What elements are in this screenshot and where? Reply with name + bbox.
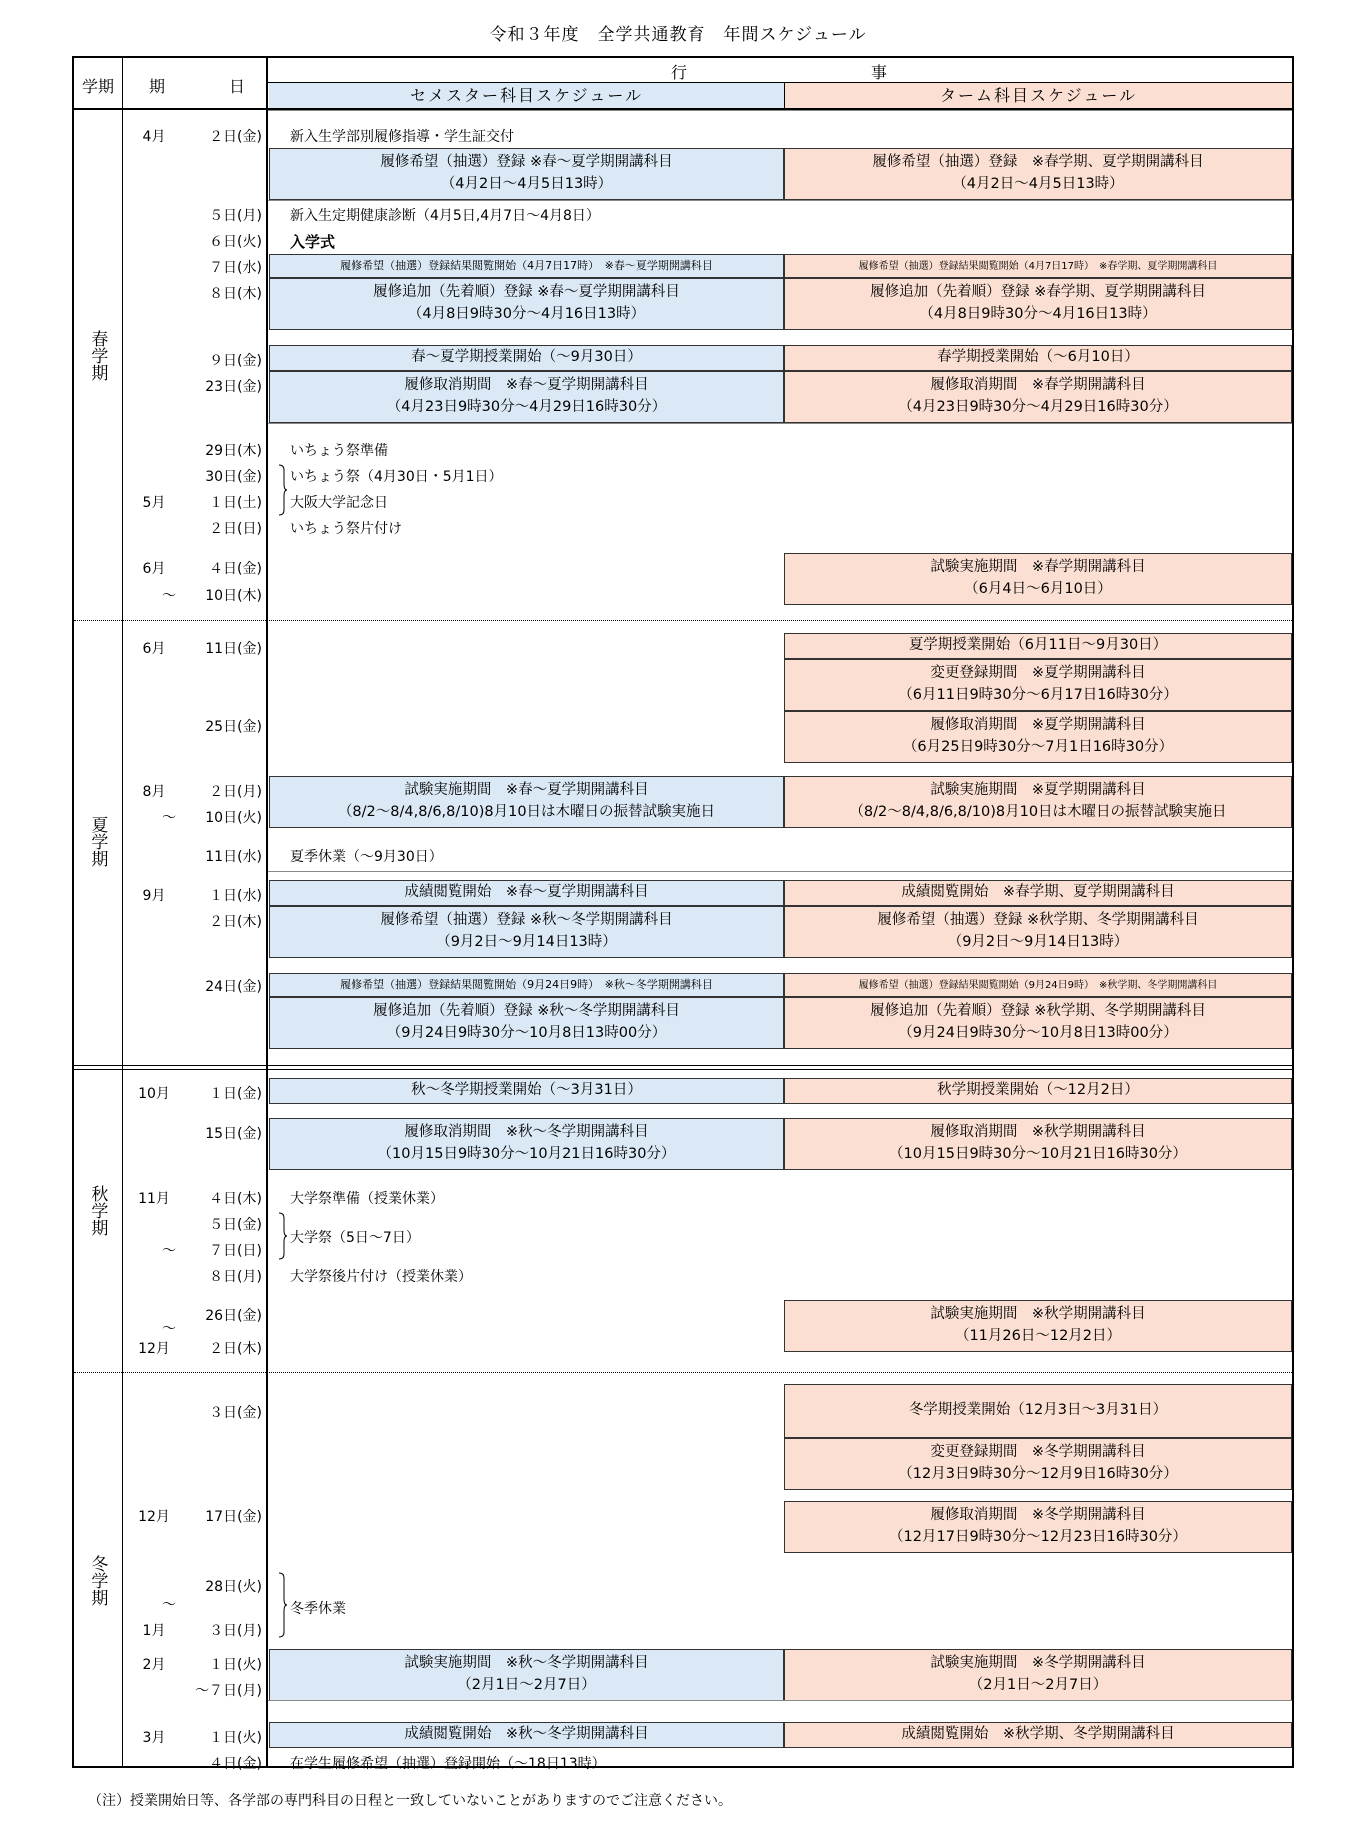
event-box-term: 履修取消期間 ※夏学期開講科目 （6月25日9時30分～7月1日16時30分） <box>784 711 1292 763</box>
day-label: 11日(金) <box>205 641 262 657</box>
term-column-divider <box>122 56 123 1768</box>
range-tilde: ～ <box>162 1597 176 1613</box>
day-label: 10日(火) <box>205 810 262 826</box>
day-label: 23日(金) <box>205 379 262 395</box>
day-label: ２日(木) <box>209 914 262 930</box>
brace-icon <box>276 1572 288 1638</box>
month-january: 1月 <box>142 1623 166 1639</box>
day-label: １日(水) <box>209 888 262 904</box>
day-label: 30日(金) <box>205 469 262 485</box>
event-box-term: 試験実施期間 ※秋学期開講科目 （11月26日～12月2日） <box>784 1300 1292 1352</box>
day-label: 28日(火) <box>205 1579 262 1595</box>
month-april: 4月 <box>142 129 166 145</box>
event-box-term: 冬学期授業開始（12月3日～3月31日） <box>784 1384 1292 1438</box>
semester-spring: 春学期 <box>87 330 108 381</box>
event-box-term: 成績閲覧開始 ※春学期、夏学期開講科目 <box>784 880 1292 906</box>
event-text: 大学祭後片付け（授業休業） <box>290 1269 472 1285</box>
day-label: ５日(月) <box>209 208 262 224</box>
event-box-term: 履修取消期間 ※秋学期開講科目 （10月15日9時30分～10月21日16時30分） <box>784 1118 1292 1170</box>
day-label: １日(土) <box>209 495 262 511</box>
event-box-term: 試験実施期間 ※冬学期開講科目 （2月1日～2月7日） <box>784 1649 1292 1701</box>
day-label: １日(火) <box>209 1730 262 1746</box>
day-label: １日(火) <box>209 1657 262 1673</box>
table-border-top <box>72 56 1294 58</box>
header-term-schedule: ターム科目スケジュール <box>785 83 1292 108</box>
day-label: 17日(金) <box>205 1509 262 1525</box>
summer-autumn-divider-2 <box>72 1069 1294 1070</box>
header-date-2: 日 <box>228 77 245 96</box>
day-label: ４日(木) <box>209 1191 262 1207</box>
brace-icon <box>276 464 288 516</box>
day-label: 24日(金) <box>205 979 262 995</box>
month-june-summer: 6月 <box>142 641 166 657</box>
date-column-divider <box>266 56 268 1768</box>
day-label: 29日(木) <box>205 443 262 459</box>
event-box-term: 履修希望（抽選）登録結果閲覧開始（9月24日9時） ※秋学期、冬学期開講科目 <box>784 973 1292 997</box>
event-text: 大学祭（5日～7日） <box>290 1230 420 1246</box>
month-february: 2月 <box>142 1657 166 1673</box>
event-text: 冬季休業 <box>290 1601 346 1617</box>
event-box-term: 履修追加（先着順）登録 ※秋学期、冬学期開講科目 （9月24日9時30分～10月8日13時00分） <box>784 997 1292 1049</box>
event-box-semester: 履修希望（抽選）登録結果閲覧開始（9月24日9時） ※秋～冬学期開講科目 <box>269 973 784 997</box>
event-box-semester: 履修希望（抽選）登録 ※春～夏学期開講科目 （4月2日～4月5日13時） <box>269 148 784 200</box>
day-label: ２日(日) <box>209 521 262 537</box>
event-box-semester: 成績閲覧開始 ※春～夏学期開講科目 <box>269 880 784 906</box>
event-text: 入学式 <box>290 233 336 251</box>
day-label: 11日(水) <box>205 849 262 865</box>
day-label: 26日(金) <box>205 1308 262 1324</box>
event-text: 大学祭準備（授業休業） <box>290 1191 444 1207</box>
range-tilde: ～ <box>162 1243 176 1259</box>
day-label: 15日(金) <box>205 1126 262 1142</box>
page-title: 令和３年度 全学共通教育 年間スケジュール <box>489 25 867 45</box>
autumn-winter-divider <box>74 1372 1292 1373</box>
event-text: いちょう祭片付け <box>290 521 402 537</box>
header-date-1: 期 <box>148 77 165 96</box>
event-text: 在学生履修希望（抽選）登録開始（～18日13時） <box>290 1756 606 1772</box>
event-box-semester: 履修追加（先着順）登録 ※秋～冬学期開講科目 （9月24日9時30分～10月8日13時00分） <box>269 997 784 1049</box>
event-box-term: 秋学期授業開始（～12月2日） <box>784 1078 1292 1104</box>
day-label: １日(金) <box>209 1086 262 1102</box>
event-box-term: 春学期授業開始（～6月10日） <box>784 345 1292 371</box>
day-label: ６日(火) <box>209 234 262 250</box>
day-label: ４日(金) <box>209 561 262 577</box>
header-event-1: 行 <box>670 63 687 82</box>
event-box-term: 変更登録期間 ※冬学期開講科目 （12月3日9時30分～12月9日16時30分） <box>784 1438 1292 1490</box>
event-box-term: 成績閲覧開始 ※秋学期、冬学期開講科目 <box>784 1722 1292 1748</box>
event-box-term: 試験実施期間 ※夏学期開講科目 （8/2～8/4,8/6,8/10)8月10日は木曜日の振替試験実施日 <box>784 776 1292 828</box>
event-box-semester: 履修取消期間 ※春～夏学期開講科目 （4月23日9時30分～4月29日16時30分） <box>269 371 784 423</box>
footnote: （注）授業開始日等、各学部の専門科目の日程と一致していないことがありますのでご注意ください。 <box>88 1793 732 1809</box>
summer-autumn-divider-1 <box>72 1065 1294 1066</box>
day-label: 10日(木) <box>205 588 262 604</box>
event-box-semester: 履修追加（先着順）登録 ※春～夏学期開講科目 （4月8日9時30分～4月16日13時） <box>269 278 784 330</box>
range-tilde: ～ <box>162 1321 176 1337</box>
range-tilde: ～ <box>162 588 176 604</box>
semester-autumn: 秋学期 <box>87 1185 108 1236</box>
event-box-semester: 履修希望（抽選）登録 ※秋～冬学期開講科目 （9月2日～9月14日13時） <box>269 906 784 958</box>
semester-winter: 冬学期 <box>87 1555 108 1606</box>
row-separator <box>268 110 1292 111</box>
month-march: 3月 <box>142 1730 166 1746</box>
day-label: ５日(金) <box>209 1217 262 1233</box>
day-label: ４日(金) <box>209 1756 262 1772</box>
row-separator <box>268 423 1292 424</box>
event-box-semester: 試験実施期間 ※春～夏学期開講科目 （8/2～8/4,8/6,8/10)8月10日は木曜日の振替試験実施日 <box>269 776 784 828</box>
month-september: 9月 <box>142 888 166 904</box>
event-box-semester: 春～夏学期授業開始（～9月30日） <box>269 345 784 371</box>
event-box-term: 履修希望（抽選）登録 ※秋学期、冬学期開講科目 （9月2日～9月14日13時） <box>784 906 1292 958</box>
semester-summer: 夏学期 <box>87 816 108 867</box>
event-box-semester: 秋～冬学期授業開始（～3月31日） <box>269 1078 784 1104</box>
event-text: 新入生定期健康診断（4月5日,4月7日～4月8日） <box>290 208 600 224</box>
event-box-term: 履修追加（先着順）登録 ※春学期、夏学期開講科目 （4月8日9時30分～4月16日13時） <box>784 278 1292 330</box>
day-label: ３日(金) <box>209 1405 262 1421</box>
day-label: ８日(木) <box>209 286 262 302</box>
event-box-term: 変更登録期間 ※夏学期開講科目 （6月11日9時30分～6月17日16時30分） <box>784 659 1292 711</box>
event-text: 夏季休業（～9月30日） <box>290 849 443 865</box>
row-separator <box>268 1700 1292 1701</box>
day-label: ３日(月) <box>209 1623 262 1639</box>
day-label: ～７日(月) <box>195 1683 262 1699</box>
day-label: ２日(月) <box>209 784 262 800</box>
month-december-winter: 12月 <box>138 1509 170 1525</box>
event-box-term: 履修取消期間 ※冬学期開講科目 （12月17日9時30分～12月23日16時30分） <box>784 1501 1292 1553</box>
table-border-left <box>72 56 74 1768</box>
header-event-2: 事 <box>870 63 887 82</box>
row-separator <box>268 200 1292 201</box>
event-box-term: 試験実施期間 ※春学期開講科目 （6月4日～6月10日） <box>784 553 1292 605</box>
day-label: ８日(月) <box>209 1269 262 1285</box>
month-may: 5月 <box>142 495 166 511</box>
brace-icon <box>276 1212 288 1260</box>
header-semester-schedule: セメスター科目スケジュール <box>269 83 784 108</box>
event-box-term: 履修希望（抽選）登録 ※春学期、夏学期開講科目 （4月2日～4月5日13時） <box>784 148 1292 200</box>
row-separator <box>268 871 1292 872</box>
month-december: 12月 <box>138 1341 170 1357</box>
day-label: ７日(日) <box>209 1243 262 1259</box>
event-box-semester: 履修取消期間 ※秋～冬学期開講科目 （10月15日9時30分～10月21日16時30分） <box>269 1118 784 1170</box>
day-label: ２日(金) <box>209 129 262 145</box>
event-text: いちょう祭準備 <box>290 443 388 459</box>
day-label: ２日(木) <box>209 1341 262 1357</box>
header-term: 学期 <box>81 77 114 96</box>
event-box-term: 履修取消期間 ※春学期開講科目 （4月23日9時30分～4月29日16時30分） <box>784 371 1292 423</box>
event-text: 新入生学部別履修指導・学生証交付 <box>290 129 514 145</box>
event-text: 大阪大学記念日 <box>290 495 388 511</box>
month-june: 6月 <box>142 561 166 577</box>
month-august: 8月 <box>142 784 166 800</box>
month-november: 11月 <box>138 1191 170 1207</box>
day-label: ７日(水) <box>209 260 262 276</box>
event-box-semester: 試験実施期間 ※秋～冬学期開講科目 （2月1日～2月7日） <box>269 1649 784 1701</box>
event-box-semester: 成績閲覧開始 ※秋～冬学期開講科目 <box>269 1722 784 1748</box>
event-box-term: 夏学期授業開始（6月11日～9月30日） <box>784 633 1292 659</box>
event-box-semester: 履修希望（抽選）登録結果閲覧開始（4月7日17時） ※春～夏学期開講科目 <box>269 254 784 278</box>
day-label: 25日(金) <box>205 719 262 735</box>
event-text: いちょう祭（4月30日・5月1日） <box>290 469 503 485</box>
month-october: 10月 <box>138 1086 170 1102</box>
table-border-right <box>1292 56 1294 1768</box>
spring-summer-divider <box>74 620 1292 621</box>
event-box-term: 履修希望（抽選）登録結果閲覧開始（4月7日17時） ※春学期、夏学期開講科目 <box>784 254 1292 278</box>
range-tilde: ～ <box>162 810 176 826</box>
day-label: ９日(金) <box>209 353 262 369</box>
